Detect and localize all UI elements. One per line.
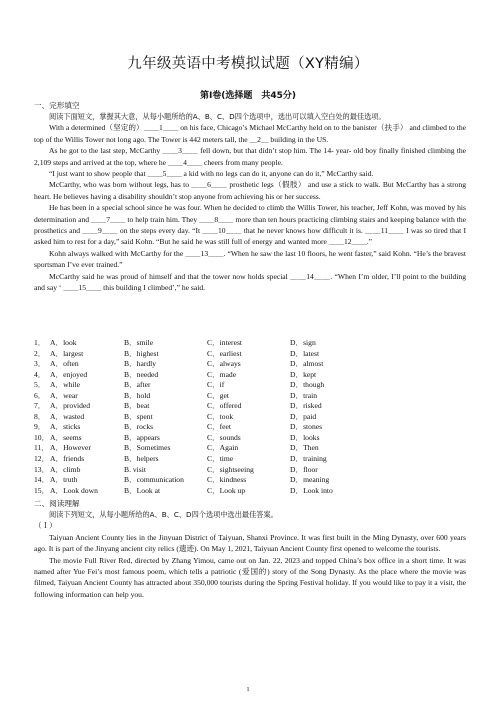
part-label: （Ｉ） (34, 521, 57, 531)
option-row: 12． A．friends B．helpers C．time D．training (34, 454, 327, 464)
section-heading-cloze: 一、完形填空 (34, 101, 80, 110)
option-row: 9． A．sticks B．rocks C．feet D．stones (34, 422, 323, 432)
option-row: 5． A．while B．after C．if D．though (34, 380, 325, 390)
paragraph: As he got to the last step, McCarthy ＿＿3＿＿ fell down, but that didn’t stop him. The 14- year- old boy finally finished climbing the 2,109 steps and arrived at the top, where he ＿＿4＿＿ cheers from many people. (34, 146, 466, 167)
cloze-instruction: 阅读下面短文，掌握其大意，从每小题所给的A、B、C、D四个选项中，选出可以填入空白处的最佳选项。 (49, 112, 386, 121)
option-row: 4． A．enjoyed B．needed C．made D．kept (34, 369, 317, 379)
cloze-block (34, 111, 466, 294)
option-row: 11． A．However B．Sometimes C．Again D．Then (34, 443, 319, 453)
options-table (34, 338, 474, 496)
option-row: 8． A．wasted B．spent C．took D．paid (34, 411, 317, 421)
paragraph: Taiyuan Ancient County lies in the Jinyuan District of Taiyuan, Shanxi Province. It was first built in the Ming Dynasty, over 600 years ago. It is part of the Jinyang ancient city relics (遗迹). On May 1, 2021, Taiyuan Ancient County first opened to welcome the tourists. (34, 532, 466, 554)
option-row: 1． A．look B．smile C．interest D．sign (34, 338, 316, 347)
option-row: 13． A．climb B. visit C．sightseeing D．floor (34, 464, 318, 474)
paragraph: Kohn always walked with McCarthy for the ＿＿13＿＿. “When he saw the last 10 floors, he went faster,” said Kohn. “He’s the bravest sportsman I’ve ever trained.” (34, 248, 466, 270)
page-title: 九年级英语中考模拟试题（XY精编） (127, 56, 369, 72)
part-heading: 第Ⅰ卷(选择题 共45分) (199, 91, 297, 101)
reading-instruction: 阅读下列短文，从每小题所给的A、B、C、D四个选项中选出最佳答案。 (49, 510, 278, 519)
option-row: 7． A．provided B．beat C．offered D．risked (34, 401, 322, 411)
option-row: 3． A．often B．hardly C．always D．almost (34, 359, 324, 369)
reading-block (34, 509, 466, 600)
option-row: 6． A．wear B．hold C．get D．train (34, 390, 317, 400)
option-row: 10． A．seems B．appears C．sounds D．looks (34, 432, 320, 442)
paragraph: With a determined（坚定的）＿＿1＿＿ on his face, Chicago’s Michael McCarthy held on to the banister（扶手） and climbed to the top of the Willis Tower not long ago. The Tower is 442 meters tall, the ＿2＿ building in the US. (34, 123, 466, 144)
paragraph: “I just want to show people that ＿＿5＿＿ a kid with no legs can do it, anyone can do it,” McCarthy said. (49, 169, 374, 179)
option-row: 2． A．largest B．highest C．earliest D．latest (34, 348, 320, 358)
paragraph: McCarthy said he was proud of himself and that the tower now holds special ＿＿14＿＿. “When I’m older, I’ll point to the building and say ‘ ＿＿15＿＿ this building I climbed’,” he said. (34, 271, 466, 293)
paragraph: McCarthy, who was born without legs, has to ＿＿6＿＿ prosthetic legs（假肢） and use a stick to walk. But McCarthy has a strong heart. He believes having a disability shouldn’t stop anyone from achieving his or her success. (34, 180, 466, 201)
page-number: 1 (246, 686, 250, 693)
option-row: 15． A．Look down B．Look at C．Look up D．Look into (34, 485, 333, 495)
paragraph: The movie Full River Red, directed by Zhang Yimou, came out on Jan. 22, 2023 and topped China’s box office in a short time. It was named after Yue Fei’s most famous poem, which tells a patriotic (爱国的) story of the Song Dynasty. As the place where the movie was filmed, Taiyuan Ancient County has attracted about 350,000 tourists during the Spring Festival holiday. If you would like to pay it a visit, the following information can help you. (34, 555, 466, 599)
option-row: 14． A．truth B．communication C．kindness D．meaning (34, 475, 330, 485)
section-heading-reading: 二、阅读理解 (34, 499, 80, 508)
paragraph: He has been in a special school since he was four. When he decided to climb the Willis Tower, his teacher, Jeff Kohn, was moved by his determination and ＿＿7＿＿ to help train him. They ＿＿8＿＿ more than ten hours practicing climbing stairs and keeping balance with the prosthetics and ＿＿9＿＿ on the steps every day. “It ＿＿10＿＿ that he never knows how difficult it is. ＿＿11＿＿ I was so tired that I asked him to rest for a day,” said Kohn. “But he said he was still full of energy and wanted more ＿＿12＿＿.” (34, 203, 466, 247)
